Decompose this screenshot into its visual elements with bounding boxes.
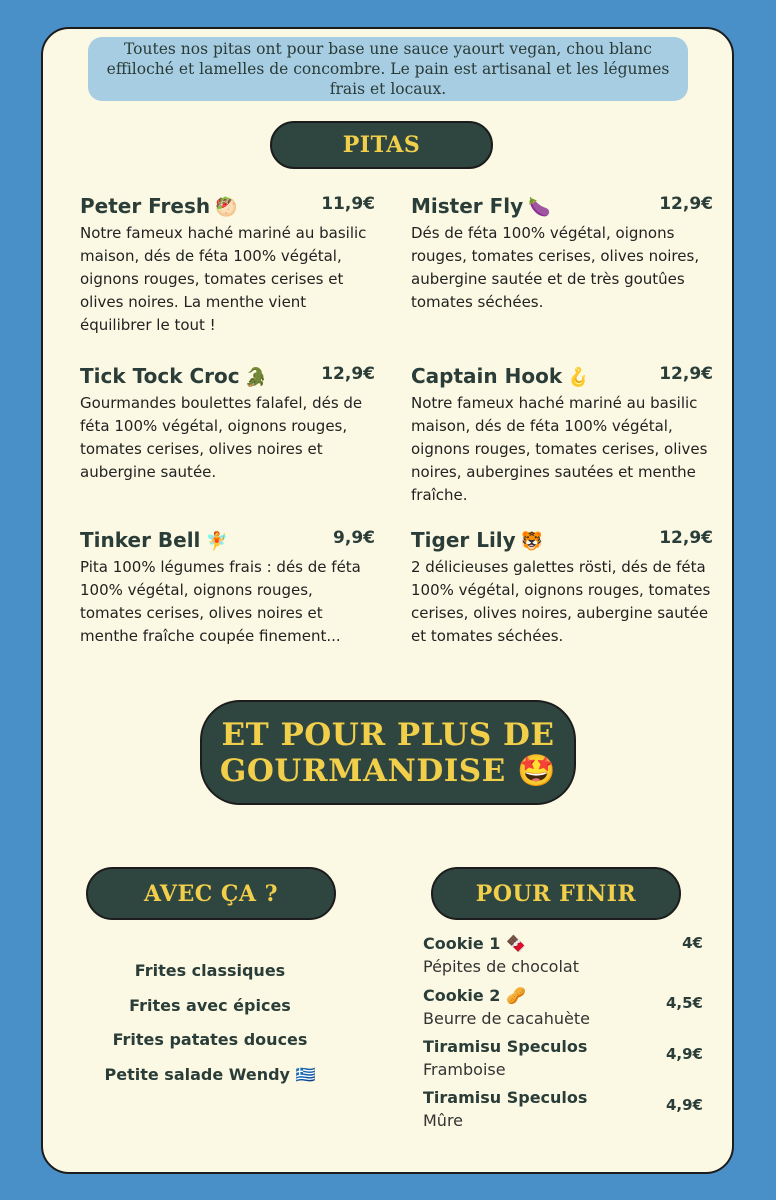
section-title-gourmandise: [200, 700, 576, 805]
pita-item-captain-hook: [411, 364, 713, 507]
section-title-avec: AVEC ÇA ?: [86, 867, 336, 920]
pita-item-mister-fly: [411, 194, 713, 314]
dessert-item: [423, 934, 703, 976]
pita-price: 12,9€: [659, 528, 713, 548]
pita-emoji-icon: 🧚: [205, 531, 228, 552]
dessert-subtitle: Mûre: [423, 1111, 464, 1130]
pita-description: Dés de féta 100% végétal, oignons rouges, tomates cerises, olives noires, aubergine sautée et de très goutûes tomates séchées.: [411, 224, 700, 311]
pita-price: 11,9€: [321, 194, 375, 214]
dessert-subtitle: Framboise: [423, 1060, 506, 1079]
dessert-name: Cookie 1 🍫: [423, 934, 526, 953]
pita-item-peter-fresh: [80, 194, 375, 337]
pita-emoji-icon: 🥙: [215, 197, 238, 218]
dessert-price: 4,9€: [665, 1045, 703, 1063]
pita-price: 12,9€: [659, 194, 713, 214]
pita-name: Tick Tock Croc: [80, 364, 240, 388]
gourmandise-line-2: GOURMANDISE 🤩: [219, 752, 557, 789]
pita-emoji-icon: 🍆: [528, 197, 551, 218]
side-item: Frites classiques: [134, 961, 286, 980]
pita-price: 12,9€: [659, 364, 713, 384]
pita-name: Tiger Lily: [411, 528, 516, 552]
pita-price: 9,9€: [333, 528, 375, 548]
pita-description: Gourmandes boulettes falafel, dés de féta 100% végétal, oignons rouges, tomates cerises, olives noires et aubergine sautée.: [80, 394, 363, 481]
pita-item-tick-tock-croc: [80, 364, 375, 484]
side-item: Frites avec épices: [129, 995, 291, 1015]
pita-name: Captain Hook: [411, 364, 563, 388]
pita-emoji-icon: 🐯: [520, 531, 544, 552]
pita-description: Notre fameux haché mariné au basilic maison, dés de féta 100% végétal, oignons rouges, tomates cerises, olives noires, aubergines sautées et menthe fraîche.: [411, 394, 708, 504]
section-title-pitas: PITAS: [270, 121, 493, 169]
dessert-name: Tiramisu Speculos: [423, 1037, 588, 1056]
pita-description: 2 délicieuses galettes rösti, dés de féta 100% végétal, oignons rouges, tomates cerises, olives noires, aubergine sautée et tomates séchées.: [411, 558, 711, 645]
dessert-subtitle: Beurre de cacahuète: [423, 1009, 590, 1028]
sides-list: [90, 958, 330, 1096]
dessert-subtitle: Pépites de chocolat: [423, 957, 579, 976]
side-item: Frites patates douces: [112, 1030, 308, 1049]
side-item: Petite salade Wendy 🇬🇷: [104, 1064, 316, 1084]
pita-description: Notre fameux haché mariné au basilic maison, dés de féta 100% végétal, oignons rouges, tomates cerises et olives noires. La menthe vient équilibrer le tout !: [80, 224, 367, 334]
dessert-name: Cookie 2 🥜: [423, 986, 526, 1005]
pita-name: Tinker Bell: [80, 528, 201, 552]
dessert-price: 4,9€: [665, 1096, 703, 1114]
section-title-finir: POUR FINIR: [431, 867, 681, 920]
pita-description: Pita 100% légumes frais : dés de féta 100% végétal, oignons rouges, tomates cerises, olives noires et menthe fraîche coupée finement...: [80, 558, 361, 645]
pita-item-tinker-bell: [80, 528, 375, 648]
dessert-item: [423, 986, 703, 1028]
intro-text: Toutes nos pitas ont pour base une sauce yaourt vegan, chou blanc effiloché et lamelles de concombre. Le pain est artisanal et les légumes frais et locaux.: [88, 37, 688, 101]
pita-emoji-icon: 🐊: [244, 367, 268, 388]
pita-name: Mister Fly: [411, 194, 524, 218]
pita-emoji-icon: 🪝: [567, 367, 590, 388]
dessert-price: 4€: [682, 934, 703, 952]
dessert-item: [423, 1088, 703, 1130]
dessert-name: Tiramisu Speculos: [423, 1088, 588, 1107]
dessert-item: [423, 1037, 703, 1079]
pita-name: Peter Fresh: [80, 194, 211, 218]
pita-item-tiger-lily: [411, 528, 713, 648]
gourmandise-line-1: ET POUR PLUS DE: [221, 716, 555, 753]
pita-price: 12,9€: [321, 364, 375, 384]
dessert-price: 4,5€: [665, 994, 703, 1012]
